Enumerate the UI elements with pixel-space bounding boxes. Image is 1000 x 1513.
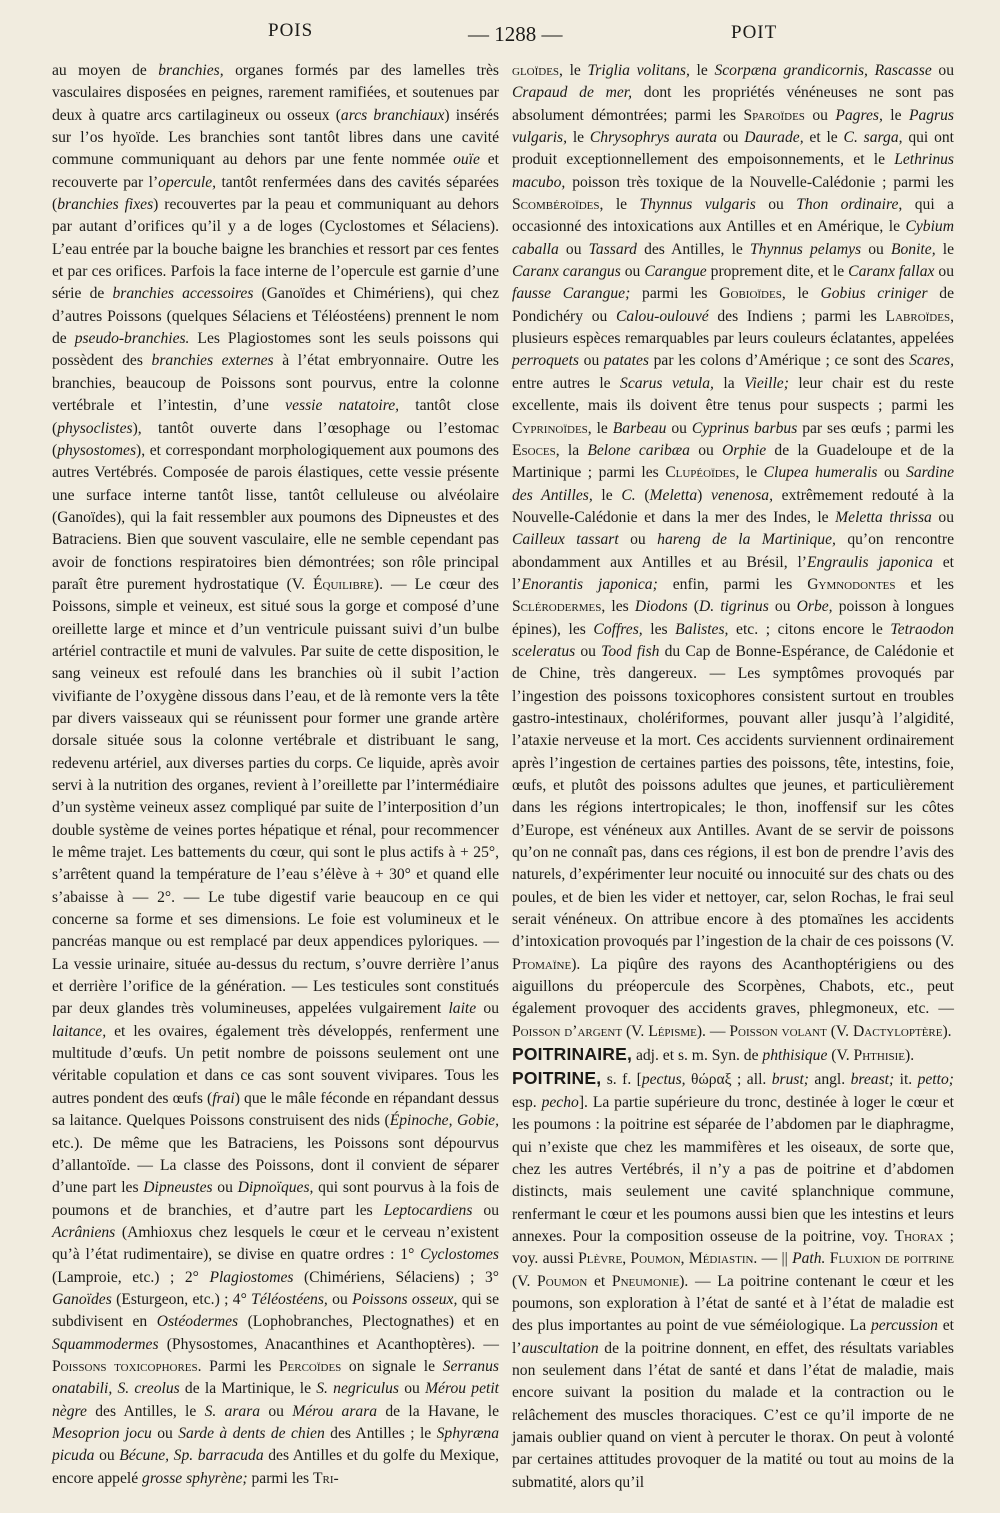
left-column xyxy=(52,60,499,1490)
right-column xyxy=(512,60,954,1494)
entry-poitrinaire: POITRINAIRE, adj. et s. m. Syn. de phthisique (V. Phthisie). xyxy=(512,1044,915,1065)
running-head-right: POIT xyxy=(731,22,778,43)
entry-poitrine: POITRINE, s. f. [pectus, θώραξ ; all. brust; angl. breast; it. petto; esp. pecho]. La partie supérieure du tronc, destinée à loger le cœur et les poumons : la poitrine est séparée de l’abdomen par le diaphragme, qui n’existe que chez les mammifères et les oiseaux, de sorte que, chez les autres Vertébrés, il n’y a pas de poitrine et d’abdomen distincts, mais seulement une cavité splanchnique commune, renfermant le cœur et les poumons aussi bien que les intestins et leurs annexes. Pour la composition osseuse de la poitrine, voy. Thorax ; voy. aussi Plèvre, Poumon, Médiastin. — || Path. Fluxion de poitrine (V. Poumon et Pneumonie). — La poitrine contenant le cœur et les poumons, son exploration à l’état de santé et à l’état de maladie est des plus importantes au point de vue séméiologique. La percussion et l’auscultation de la poitrine donnent, en effet, des résultats variables non seulement dans l’état de santé et dans l’état de maladie, mais encore suivant la position du malade et la contraction ou le relâchement des muscles thoraciques. C’est ce qu’il importe de ne jamais oublier quand on vient à percuter le thorax. On peut à volonté par certaines attitudes provoquer de la matité ou tout au moins de la submatité, alors qu’il xyxy=(512,1068,954,1491)
running-head-left: POIS xyxy=(268,20,314,41)
page-number: — 1288 — xyxy=(468,22,563,46)
poissons-toxicophores-continued: gloïdes, le Triglia volitans, le Scorpæna grandicornis, Rascasse ou Crapaud de mer, dont les propriétés vénéneuses ne sont pas absolument démontrées; parmi les Sparoïdes ou Pagres, le Pagrus vulgaris, le Chrysophrys aurata ou Daurade, et le C. sarga, qui ont produit exceptionnellement des empoisonnements, et le Lethrinus macubo, poisson très toxique de la Nouvelle-Calédonie ; parmi les Scombéroïdes, le Thynnus vulgaris ou Thon ordinaire, qui a occasionné des intoxications aux Antilles et en Amérique, le Cybium caballa ou Tassard des Antilles, le Thynnus pelamys ou Bonite, le Caranx carangus ou Carangue proprement dite, et le Caranx fallax ou fausse Carangue; parmi les Gobioïdes, le Gobius criniger de Pondichéry ou Calou-oulouvé des Indiens ; parmi les Labroïdes, plusieurs espèces remarquables par leurs couleurs éclatantes, appelées perroquets ou patates par les colons d’Amérique ; ce sont des Scares, entre autres le Scarus vetula, la Vieille; leur chair est du reste excellente, mais ils doivent être tenus pour suspects ; parmi les Cyprinoïdes, le Barbeau ou Cyprinus barbus par ses œufs ; parmi les Esoces, la Belone caribæa ou Orphie de la Guadeloupe et de la Martinique ; parmi les Clupéoïdes, le Clupea humeralis ou Sardine des Antilles, le C. (Meletta) venenosa, extrêmement redouté à la Nouvelle-Calédonie et dans la mer des Indes, le Meletta thrissa ou Cailleux tassart ou hareng de la Martinique, qu’on rencontre abondamment aux Antilles et au Brésil, l’Engraulis japonica et l’Enorantis japonica; enfin, parmi les Gymnodontes et les Sclérodermes, les Diodons (D. tigrinus ou Orbe, poisson à longues épines), les Coffres, les Balistes, etc. ; citons encore le Tetraodon sceleratus ou Tood fish du Cap de Bonne-Espérance, de Calédonie et de Chine, très dangereux. — Les symptômes provoqués par l’ingestion des poissons toxicophores consistent surtout en troubles gastro-intestinaux, cholériformes, pouvant aller jusqu’à l’algidité, l’ataxie nerveuse et la mort. Ces accidents surviennent ordinairement après l’ingestion de certaines parties des poissons, tête, intestins, foie, œufs, et plutôt des poissons adultes que jeunes, et particulièrement dans les régions intertropicales; le thon, inoffensif sur les côtes d’Europe, est vénéneux aux Antilles. Avant de se servir de poissons qu’on ne connaît pas, dans ces régions, il est bon de prendre l’avis des naturels, d’expérimenter leur nocuité ou innocuité sur des chats ou des poules, et de bien les vider et nettoyer, car, selon Rochas, le frai seul serait vénéneux. On attribue encore à des ptomaïnes les accidents d’intoxication provoqués par l’ingestion de la chair de ces poissons (V. Ptomaïne). La piqûre des rayons des Acanthoptérigiens ou des aiguillons du préopercule des Scorpènes, Chabots, etc., peut également provoquer des accidents graves, phlegmoneux, etc. — Poisson d’argent (V. Lépisme). — Poisson volant (V. Dactyloptère). xyxy=(512,62,955,1040)
page-header xyxy=(0,20,1000,56)
poisson-article-text: au moyen de branchies, organes formés par des lamelles très vasculaires disposées en peignes, rarement ramifiées, et soutenues par deux à quatre arcs cartilagineux ou osseux (arcs branchiaux) insérés sur l’os hyoïde. Les branchies sont tantôt libres dans une cavité commune communiquant au dehors par une fente nommée ouïe et recouverte par l’opercule, tantôt renfermées dans des cavités séparées (branchies fixes) recouvertes par la peau et communiquant au dehors par autant d’orifices qu’il y a de loges (Cyclostomes et Sélaciens). L’eau entrée par la bouche baigne les branchies et ressort par ces fentes et par ces orifices. Parfois la face interne de l’opercule est garnie d’une série de branchies accessoires (Ganoïdes et Chimériens), qui chez d’autres Poissons (quelques Sélaciens et Téléostéens) prennent le nom de pseudo-branchies. Les Plagiostomes sont les seuls poissons qui possèdent des branchies externes à l’état embryonnaire. Outre les branchies, beaucoup de Poissons sont pourvus, entre la colonne vertébrale et l’intestin, d’une vessie natatoire, tantôt close (physoclistes), tantôt ouverte dans l’œsophage ou l’estomac (physostomes), et correspondant morphologiquement aux poumons des autres Vertébrés. Composée de parois élastiques, cette vessie présente une surface interne tantôt lisse, tantôt celluleuse ou alvéolaire (Ganoïdes), qui la fait ressembler aux poumons des Dipneustes et des Batraciens. Bien que souvent vasculaire, elle ne semble cependant pas avoir de fonctions respiratoires bien démontrées; son rôle principal paraît être purement hydrostatique (V. Équilibre). — Le cœur des Poissons, simple et veineux, est situé sous la gorge et composé d’une oreillette large et mince et d’un ventricule puissant suivi d’un bulbe artériel contractile et muni de valvules. Par suite de cette disposition, le sang veineux est refoulé dans les branchies où il subit l’action vivifiante de l’oxygène dissous dans l’eau, et de là remonte vers la tête par divers vaisseaux qui se réunissent pour former une grande artère dorsale située sous la colonne vertébrale et distribuant le sang, redevenu artériel, aux diverses parties du corps. Ce liquide, après avoir servi à la nutrition des organes, revient à l’oreillette par l’intermédiaire d’un système veineux assez compliqué par suite de l’interposition d’un double système de veines portes hépatique et rénal, pour recommencer le même trajet. Les battements du cœur, qui sont le plus actifs à + 25°, s’arrêtent quand la température de l’eau s’élève à + 30° et quand elle s’abaisse à — 2°. — Le tube digestif varie beaucoup en ce qui concerne sa forme et ses dimensions. Le foie est volumineux et le pancréas manque ou est remplacé par deux appendices pyloriques. — La vessie urinaire, située au-dessus du rectum, s’ouvre derrière l’anus et derrière l’orifice de la génération. — Les testicules sont constitués par deux glandes très volumineuses, appelées vulgairement laite ou laitance, et les ovaires, également très développés, renferment une multitude d’œufs. Un petit nombre de poissons seulement ont une véritable copulation et dans ce cas sont souvent vivipares. Tous les autres pondent des œufs (frai) que le mâle féconde en répandant dessus sa laitance. Quelques Poissons construisent des nids (Épinoche, Gobie, etc.). De même que les Batraciens, les Poissons sont dépourvus d’allantoïde. — La classe des Poissons, dont il convient de séparer d’une part les Dipneustes ou Dipnoïques, qui sont pourvus à la fois de poumons et de branchies, et d’autre part les Leptocardiens ou Acrâniens (Amhioxus chez lesquels le cœur et le cerveau n’existent qu’à l’état rudimentaire), se divise en quatre ordres : 1° Cyclostomes (Lamproie, etc.) ; 2° Plagiostomes (Chimériens, Sélaciens) ; 3° Ganoïdes (Esturgeon, etc.) ; 4° Téléostéens, ou Poissons osseux, qui se subdivisent en Ostéodermes (Lophobranches, Plectognathes) et en Squammodermes (Physostomes, Anacanthines et Acanthoptères). — Poissons toxicophores. Parmi les Percoïdes on signale le Serranus onatabili, S. creolus de la Martinique, le S. negriculus ou Mérou petit nègre des Antilles, le S. arara ou Mérou arara de la Havane, le Mesoprion jocu ou Sarde à dents de chien des Antilles ; le Sphyræna picuda ou Bécune, Sp. barracuda des Antilles et du golfe du Mexique, encore appelé grosse sphyrène; parmi les Tri- xyxy=(52,62,500,1487)
